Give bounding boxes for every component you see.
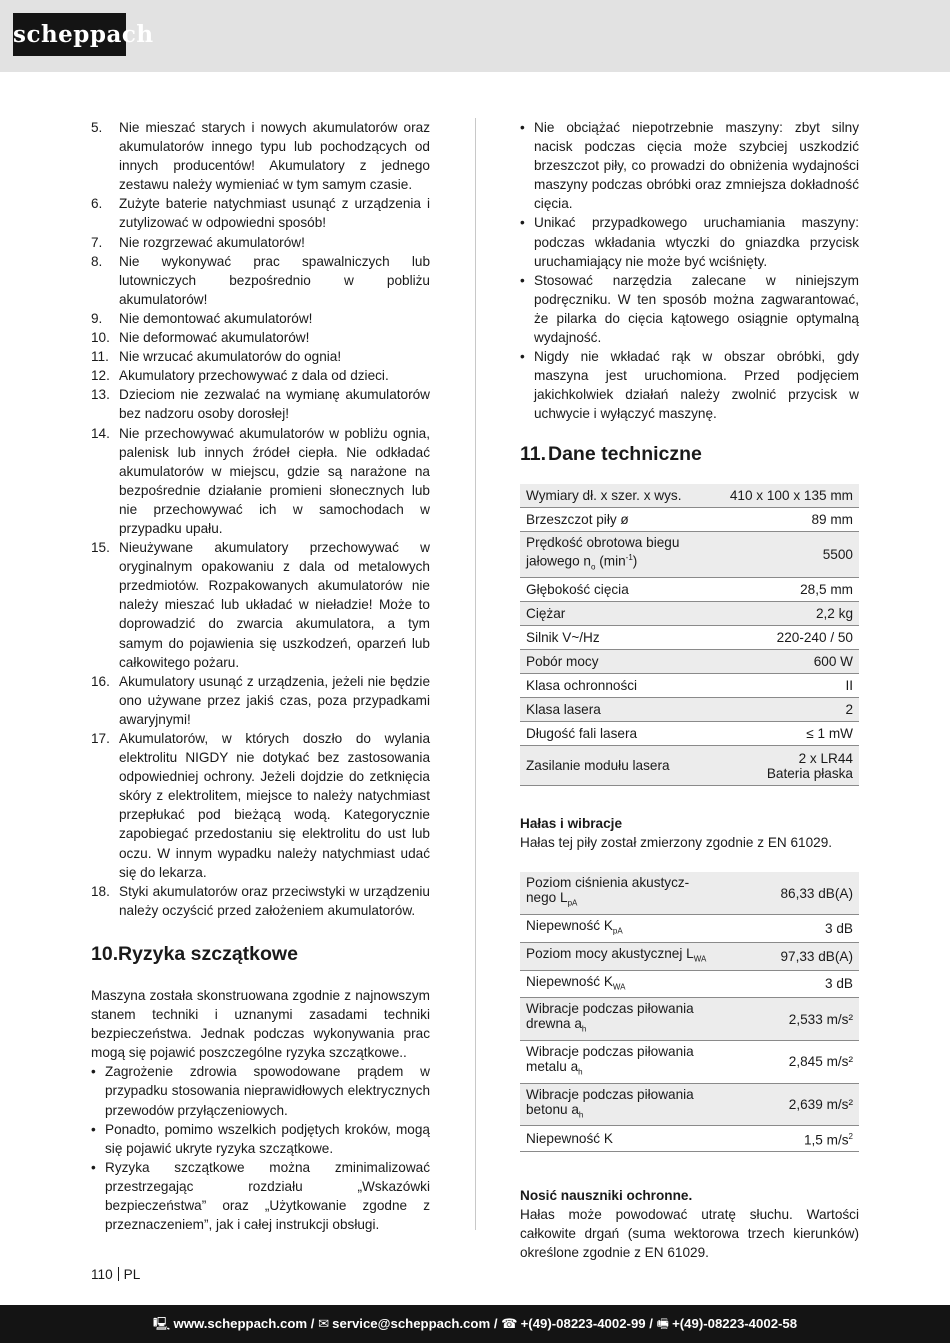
item-number: 13. <box>91 387 110 403</box>
list-item <box>91 347 430 366</box>
spec-label: Klasa lasera <box>520 698 708 722</box>
phone-icon: ☎ <box>501 1316 518 1331</box>
item-number: 12. <box>91 368 110 384</box>
list-item <box>91 1062 430 1119</box>
header-band <box>0 0 950 72</box>
item-text: Zagrożenie zdrowia spowodowane prądem w przypadku stosowania nieprawidłowych elektrycznych przewodów przyłączeniowych. <box>105 1064 430 1118</box>
table-row <box>520 1041 859 1084</box>
battery-safety-list <box>91 118 430 920</box>
item-text: Nie wrzucać akumulatorów do ognia! <box>119 349 342 365</box>
item-number: 8. <box>91 253 103 269</box>
spec-label: Ciężar <box>520 602 708 626</box>
list-item <box>91 233 430 252</box>
website-link[interactable]: www.scheppach.com / <box>173 1316 315 1331</box>
list-item <box>91 538 430 672</box>
spec-label: Brzeszczot piły ø <box>520 508 708 532</box>
spec-value: II <box>708 674 859 698</box>
section-title-text: Dane techniczne <box>548 442 702 465</box>
spec-value: 2,845 m/s² <box>755 1041 859 1084</box>
spec-value: 2,533 m/s² <box>755 998 859 1041</box>
spec-label: Niepewność $K_{WA}$ <box>520 970 755 998</box>
table-row <box>520 674 859 698</box>
spec-value: 410 x 100 x 135 mm <box>708 484 859 508</box>
list-item <box>91 424 430 539</box>
item-text: Akumulatory usunąć z urządzenia, jeżeli nie będzie ono używane przez jakiś czas, poza przypadkami awaryjnymi! <box>119 673 430 727</box>
list-item <box>520 213 859 270</box>
spec-label: Zasilanie modułu lasera <box>520 746 708 786</box>
bullet-icon: • <box>91 1121 96 1137</box>
bullet-icon: • <box>520 120 525 135</box>
list-item <box>91 1158 430 1234</box>
list-item <box>91 366 430 385</box>
item-number: 18. <box>91 883 110 899</box>
item-number: 14. <box>91 425 110 441</box>
item-number: 11. <box>91 349 109 365</box>
spec-label: Prędkość obrotowa biegu jałowego $n_o$ $(\min^{-1})$ <box>520 532 708 578</box>
item-number: 7. <box>91 234 103 250</box>
list-item <box>91 385 430 423</box>
hearing-protection-text: Hałas może powodować utratę słuchu. Wartości całkowite drgań (suma wektorowa trzech kierunków) określone zgodnie z EN 61029. <box>520 1207 859 1261</box>
spec-value: 86,33 dB(A) <box>755 872 859 914</box>
item-text: Stosować narzędzia zalecane w niniejszym podręczniku. W ten sposób można zagwarantować, że pilarka do cięcia kątowego osiągnie optymalną wydajność. <box>534 272 859 346</box>
spec-value: 97,33 dB(A) <box>755 942 859 970</box>
fax-icon: 🖷 <box>656 1316 670 1331</box>
technical-data-table <box>520 484 859 787</box>
table-row <box>520 722 859 746</box>
spec-value: 3 dB <box>755 915 859 943</box>
item-number: 17. <box>91 731 110 746</box>
spec-value: 2,639 m/s² <box>755 1083 859 1126</box>
table-row <box>520 942 859 970</box>
spec-value: 2 <box>708 698 859 722</box>
list-item <box>91 194 430 232</box>
item-text: Ryzyka szczątkowe można zminimalizować przestrzegając rozdziału „Wskazówki bezpieczeństwa” oraz „Użytkowanie zgodne z przeznaczeniem”, jak i całej instrukcji obsługi. <box>105 1159 430 1233</box>
list-item <box>91 672 430 729</box>
spec-value: 5500 <box>708 532 859 578</box>
table-row <box>520 998 859 1041</box>
bullet-icon: • <box>520 272 525 288</box>
item-text: Nigdy nie wkładać rąk w obszar obróbki, gdy maszyna jest uruchomiona. Przed podjęciem jakichkolwiek działań należy zwolnić przycisk w uchwycie i wyłączyć maszynę. <box>534 349 859 422</box>
table-row <box>520 1083 859 1126</box>
section-number: 10. <box>91 942 119 965</box>
table-row <box>520 602 859 626</box>
section-10-title <box>91 942 430 966</box>
table-row <box>520 1126 859 1152</box>
table-row <box>520 532 859 578</box>
item-text: Unikać przypadkowego uruchamiania maszyny: podczas wkładania wtyczki do gniazdka przycisk uruchamiający nie może być wciśnięty. <box>534 215 859 269</box>
spec-value: 28,5 mm <box>708 578 859 602</box>
noise-text: Hałas tej piły został zmierzony zgodnie z EN 61029. <box>520 835 833 851</box>
item-number: 15. <box>91 540 110 556</box>
item-number: 16. <box>91 673 110 689</box>
language-code: PL <box>123 1267 141 1282</box>
table-row <box>520 508 859 532</box>
right-column <box>520 118 859 1262</box>
table-row <box>520 626 859 650</box>
item-text: Dzieciom nie zezwalać na wymianę akumulatorów bez nadzoru osoby dorosłej! <box>119 387 430 422</box>
section-number: 11. <box>520 442 547 465</box>
item-text: Ponadto, pomimo wszelkich podjętych kroków, mogą się pojawić ukryte ryzyka szczątkowe. <box>105 1121 430 1156</box>
spec-value: 600 W <box>708 650 859 674</box>
spec-value: 220-240 / 50 <box>708 626 859 650</box>
spec-label: Wibracje podczas piłowania betonu $a_h$ <box>520 1083 755 1126</box>
scheppach-logo: scheppach <box>13 13 126 56</box>
spec-value: 3 dB <box>755 970 859 998</box>
item-text: Akumulatory przechowywać z dala od dzieci. <box>119 368 389 384</box>
item-text: Akumulatorów, w których doszło do wylania elektrolitu NIGDY nie dotykać bez zastosowania odpowiedniej ochrony. Jeżeli dojdzie do zetknięcia skóry z elektrolitem, miejsce to należy natychmiast przepłukać pod bieżącą wodą. Kategorycznie zapobiegać przedostaniu się elektrolitu do ust lub oczu. W innym wypadku należy natychmiast udać się do lekarza. <box>119 731 430 880</box>
section-title-text: Ryzyka szczątkowe <box>118 942 298 965</box>
item-number: 9. <box>91 310 103 326</box>
item-number: 5. <box>91 120 103 135</box>
table-row <box>520 746 859 786</box>
list-item <box>91 1120 430 1158</box>
spec-label: Wibracje podczas piłowania metalu $a_h$ <box>520 1041 755 1084</box>
bullet-icon: • <box>520 215 525 231</box>
table-row <box>520 970 859 998</box>
item-text: Styki akumulatorów oraz przeciwstyki w urządzeniu należy oczyścić przed założeniem akumulatorów. <box>119 883 430 918</box>
spec-label: Niepewność $K_{pA}$ <box>520 915 755 943</box>
hearing-protection-heading: Nosić nauszniki ochronne. <box>520 1188 693 1203</box>
item-text: Nie mieszać starych i nowych akumulatorów oraz akumulatorów innego typu lub pochodzących od innych producentów! Akumulatory z jednego zestawu należy wymieniać w tym samym czasie. <box>119 120 430 193</box>
item-text: Nieużywane akumulatory przechowywać w oryginalnym opakowaniu z dala od metalowych przedmiotów. Rozpakowanych akumulatorów nie należy mieszać lub układać w nieładzie! Może to doprowadzić do zwarcia akumulatora, a tym samym do pojawienia się uszkodzeń, oparzeń lub całkowitego pożaru. <box>119 540 430 670</box>
list-item <box>91 118 430 194</box>
noise-vibration-table <box>520 872 859 1152</box>
left-column <box>91 118 430 1234</box>
column-divider <box>475 118 476 1230</box>
noise-heading: Hałas i wibracje <box>520 816 623 832</box>
table-row <box>520 578 859 602</box>
list-item <box>91 252 430 309</box>
spec-value: 2 x LR44 Bateria płaska <box>708 746 859 786</box>
item-text: Nie rozgrzewać akumulatorów! <box>119 234 305 250</box>
spec-label: Klasa ochronności <box>520 674 708 698</box>
computer-icon: 🖳 <box>152 1316 171 1331</box>
table-row <box>520 872 859 914</box>
spec-value: 1,5 $m/s^2$ <box>755 1126 859 1152</box>
section-11-title <box>520 442 859 466</box>
spec-label: Głębokość cięcia <box>520 578 708 602</box>
list-item <box>520 347 859 423</box>
item-text: Nie obciążać niepotrzebnie maszyny: zbyt silny nacisk podczas cięcia może szybciej uszkodzić brzeszczot piły, co prowadzi do obniżenia wydajności maszyny podczas obróbki oraz zmniejsza dokładność cięcia. <box>534 120 859 212</box>
bullet-icon: • <box>91 1159 96 1175</box>
mail-icon: ✉ <box>318 1316 330 1331</box>
page-number-value: 110 <box>91 1267 113 1282</box>
item-text: Nie demontować akumulatorów! <box>119 310 313 326</box>
footer-contact-bar <box>0 1305 950 1343</box>
list-item <box>91 328 430 347</box>
table-row <box>520 650 859 674</box>
list-item <box>520 271 859 347</box>
list-item <box>91 882 430 920</box>
table-row <box>520 698 859 722</box>
phone-number: +(49)-08223-4002-99 / <box>520 1316 653 1331</box>
page-number <box>91 1267 140 1282</box>
spec-value: 2,2 kg <box>708 602 859 626</box>
bullet-icon: • <box>520 349 525 365</box>
usage-tips-list <box>520 118 859 424</box>
item-text: Nie wykonywać prac spawalniczych lub lutowniczych bezpośrednio w pobliżu akumulatorów! <box>119 253 430 307</box>
fax-number: +(49)-08223-4002-58 <box>672 1316 798 1331</box>
email-link[interactable]: service@scheppach.com / <box>332 1316 498 1331</box>
spec-label: Poziom mocy akustycznej $L_{WA}$ <box>520 942 755 970</box>
spec-label: Niepewność K <box>520 1126 755 1152</box>
spec-label: Pobór mocy <box>520 650 708 674</box>
bullet-icon: • <box>91 1064 96 1080</box>
item-number: 10. <box>91 330 110 346</box>
item-text: Nie przechowywać akumulatorów w pobliżu ognia, palenisk lub innych źródeł ciepła. Nie odkładać akumulatorów w miejscu, gdzie są narażone na bezpośrednie działanie promieni słonecznych lub nie przechowywać ich w samochodach w przypadku upału. <box>119 425 430 536</box>
item-text: Zużyte baterie natychmiast usunąć z urządzenia i zutylizować w odpowiedni sposób! <box>119 196 430 231</box>
residual-risks-intro: Maszyna została skonstruowana zgodnie z najnowszym stanem techniki i uznanymi zasadami techniki bezpieczeństwa. Jednak podczas wykonywania prac mogą się pojawić poszczególne ryzyka szczątkowe.. <box>91 987 430 1061</box>
spec-value: ≤ 1 mW <box>708 722 859 746</box>
spec-value: 89 mm <box>708 508 859 532</box>
list-item <box>91 309 430 328</box>
item-text: Nie deformować akumulatorów! <box>119 330 310 346</box>
residual-risks-list <box>91 1062 430 1234</box>
table-row <box>520 484 859 508</box>
spec-label: Długość fali lasera <box>520 722 708 746</box>
list-item <box>520 118 859 213</box>
spec-label: Wymiary dł. x szer. x wys. <box>520 484 708 508</box>
list-item <box>91 729 430 882</box>
spec-label: Wibracje podczas piłowania drewna $a_h$ <box>520 998 755 1041</box>
table-row <box>520 915 859 943</box>
item-number: 6. <box>91 196 103 212</box>
spec-label: Silnik V~/Hz <box>520 626 708 650</box>
spec-label: Poziom ciśnienia akustycz- nego $L_{pA}$ <box>520 872 755 914</box>
